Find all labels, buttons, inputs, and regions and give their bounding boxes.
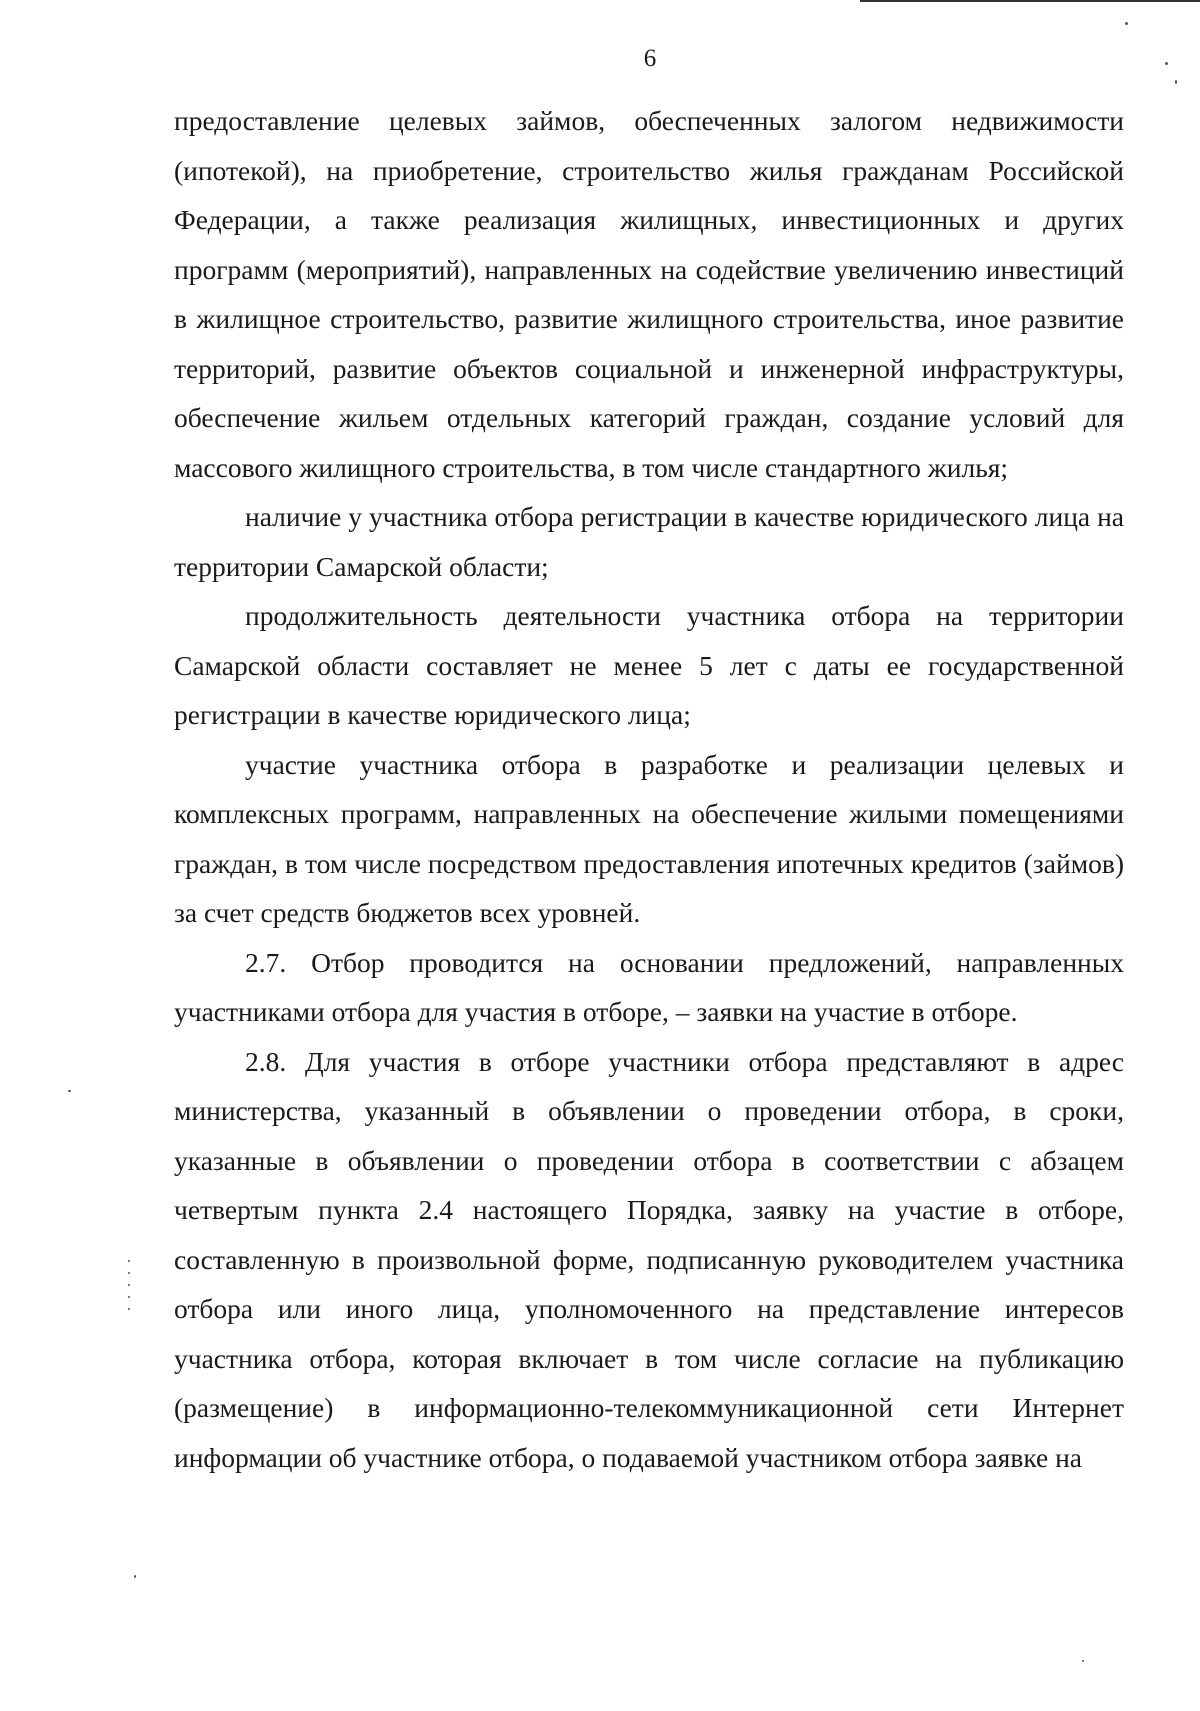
scan-speck [128, 1296, 130, 1298]
scan-speck [1125, 22, 1128, 25]
paragraph-activity-duration: продолжительность деятельности участника отбора на территории Самарской области составляет не менее 5 лет с даты ее государственной регистрации в качестве юридического лица; [174, 600, 1124, 730]
scan-speck [128, 1272, 130, 1274]
scan-speck [128, 1260, 130, 1262]
scan-speck [1175, 80, 1177, 84]
scan-speck [128, 1308, 130, 1310]
scan-speck [128, 1284, 130, 1286]
paragraph-clause-2-8: 2.8. Для участия в отборе участники отбора представляют в адрес министерства, указанный в объявлении о проведении отбора, в сроки, указанные в объявлении о проведении отбора в соответствии с абзацем четвертым пункта 2.4 настоящего Порядка, заявку на участие в отборе, составленную в произвольной форме, подписанную руководителем участника отбора или иного лица, уполномоченного на представление интересов участника отбора, которая включает в том числе согласие на публикацию (размещение) в информационно-телекоммуникационной сети Интернет информации об участнике отбора, о подаваемой участником отбора заявке на [174, 1045, 1124, 1473]
paragraph-loan-programs: предоставление целевых займов, обеспеченных залогом недвижимости (ипотекой), на приобретение, строительство жилья гражданам Российской Федерации, а также реализация жилищных, инвестиционных и других программ (мероприятий), направленных на содействие увеличению инвестиций в жилищное строительство, развитие жилищного строительства, иное развитие территорий, развитие объектов социальной и инженерной инфраструктуры, обеспечение жильем отдельных категорий граждан, создание условий для массового жилищного строительства, в том числе стандартного жилья; [174, 105, 1124, 483]
paragraph-registration: наличие у участника отбора регистрации в качестве юридического лица на территории Самарской области; [174, 501, 1124, 582]
scan-speck [134, 1575, 136, 1578]
scan-speck [1165, 62, 1168, 65]
paragraph-clause-2-7: 2.7. Отбор проводится на основании предложений, направленных участниками отбора для участия в отборе, – заявки на участие в отборе. [174, 946, 1124, 1027]
top-edge-rule [860, 0, 1200, 2]
page-number: 6 [643, 45, 657, 72]
scan-speck [1082, 1660, 1084, 1662]
paragraph-program-participation: участие участника отбора в разработке и реализации целевых и комплексных программ, направленных на обеспечение жилыми помещениями граждан, в том числе посредством предоставления ипотечных кредитов (займов) за счет средств бюджетов всех уровней. [174, 748, 1124, 928]
document-body [174, 96, 1124, 1482]
scan-speck [68, 1090, 71, 1092]
